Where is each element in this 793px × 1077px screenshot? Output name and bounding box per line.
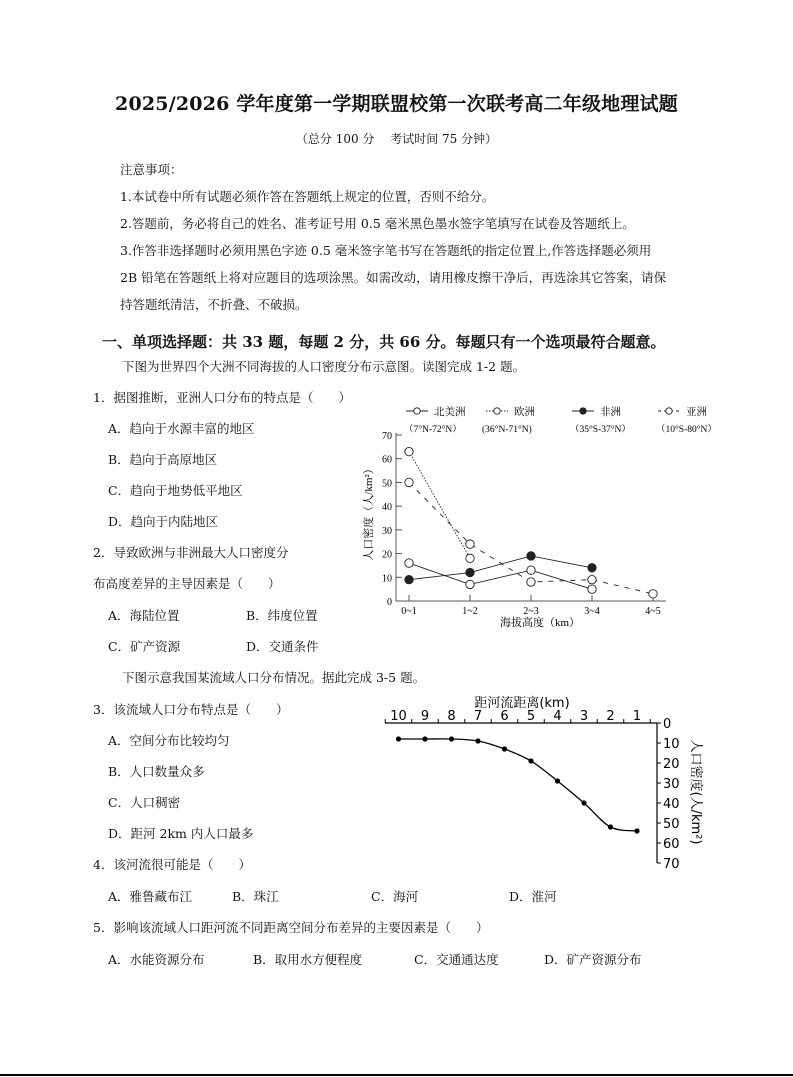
chart-legend bbox=[404, 405, 717, 435]
intro-text: 下图示意我国某流域人口分布情况。据此完成 3-5 题。 bbox=[122, 670, 426, 685]
legend-label: 非洲 bbox=[600, 407, 621, 418]
data-point bbox=[449, 736, 454, 741]
legend-entry bbox=[482, 405, 535, 435]
x-tick-label: 5 bbox=[526, 709, 536, 724]
data-point bbox=[396, 736, 401, 741]
section-heading: 一、单项选择题：共 33 题，每题 2 分，共 66 分。每题只有一个选项最符合题意。 bbox=[102, 333, 666, 351]
question-4-option-b[interactable]: B．珠江 bbox=[232, 889, 279, 904]
x-tick-label: 2~3 bbox=[523, 606, 539, 617]
series-line bbox=[399, 739, 638, 831]
x-tick-label: 3 bbox=[579, 709, 589, 724]
data-point bbox=[422, 736, 427, 741]
y-tick-label: 0 bbox=[387, 597, 392, 608]
y-tick-label: 70 bbox=[382, 431, 392, 442]
data-point bbox=[405, 478, 413, 486]
data-point bbox=[405, 559, 413, 567]
data-point bbox=[649, 590, 657, 598]
legend-range: （35°S-37°N） bbox=[570, 425, 631, 435]
legend-entry bbox=[570, 405, 631, 435]
x-tick-label: 3~4 bbox=[584, 606, 600, 617]
question-5-option-a[interactable]: A．水能资源分布 bbox=[108, 952, 205, 967]
intro-text: 下图为世界四个大洲不同海拔的人口密度分布示意图。读图完成 1-2 题。 bbox=[122, 359, 526, 374]
chart-series bbox=[405, 447, 657, 598]
x-tick-label: 7 bbox=[473, 709, 483, 724]
data-point bbox=[466, 568, 474, 576]
question-5-option-c[interactable]: C．交通通达度 bbox=[414, 952, 499, 967]
data-point bbox=[581, 800, 586, 805]
page-bottom-border bbox=[0, 1074, 793, 1076]
legend-label: 亚洲 bbox=[686, 407, 707, 418]
legend-label: 欧洲 bbox=[514, 407, 535, 418]
legend-range: （10°S-80°N） bbox=[656, 425, 717, 435]
x-tick-label: 4 bbox=[553, 709, 562, 724]
data-point bbox=[555, 778, 560, 783]
question-2-stem-cont: 布高度差异的主导因素是（ ） bbox=[93, 576, 281, 591]
y-tick-label: 50 bbox=[663, 817, 680, 832]
legend-range: (36°N-71°N) bbox=[482, 425, 532, 435]
question-3-option-d[interactable]: D．距河 2km 内人口最多 bbox=[108, 826, 254, 841]
x-tick-label: 9 bbox=[420, 709, 430, 724]
y-tick-label: 20 bbox=[663, 757, 680, 772]
exam-subtitle: （总分 100 分 考试时间 75 分钟） bbox=[295, 132, 498, 146]
x-tick-label: 6 bbox=[500, 709, 509, 724]
y-tick-label: 30 bbox=[382, 525, 392, 537]
notice-item: 2B 铅笔在答题纸上将对应题目的选项涂黑。如需改动，请用橡皮擦干净后，再选涂其它答案，请保 bbox=[120, 270, 667, 285]
question-2-option-b[interactable]: B．纬度位置 bbox=[246, 608, 318, 623]
notice-heading: 注意事项： bbox=[120, 162, 183, 177]
data-point bbox=[405, 575, 413, 583]
x-tick-label: 10 bbox=[390, 709, 407, 724]
question-5-option-d[interactable]: D．矿产资源分布 bbox=[544, 952, 642, 967]
data-point bbox=[527, 566, 535, 574]
y-axis-label: 人口密度(人/km²) bbox=[688, 739, 703, 845]
question-3-option-b[interactable]: B．人口数量众多 bbox=[108, 764, 205, 779]
notice-item: 2.答题前，务必将自己的姓名、准考证号用 0.5 毫米黑色墨水签字笔填写在试卷及答题纸上。 bbox=[120, 216, 635, 231]
data-point bbox=[528, 758, 533, 763]
y-tick-label: 40 bbox=[663, 797, 680, 812]
legend-marker bbox=[414, 408, 420, 414]
data-point bbox=[502, 746, 507, 751]
y-tick-label: 60 bbox=[663, 837, 680, 852]
x-tick-label: 4~5 bbox=[645, 606, 661, 617]
question-4-stem: 4．该河流很可能是（ ） bbox=[93, 857, 251, 872]
river-distance-density-chart bbox=[370, 688, 710, 878]
data-point bbox=[608, 824, 613, 829]
y-tick-label: 50 bbox=[382, 478, 392, 490]
chart-axes bbox=[382, 431, 666, 617]
y-axis-label: 人口密度（人/km²） bbox=[363, 463, 375, 561]
question-2-option-d[interactable]: D．交通条件 bbox=[246, 639, 319, 654]
notice-item: 3.作答非选择题时必须用黑色字迹 0.5 毫米签字笔书写在答题纸的指定位置上,作答选择题必须用 bbox=[120, 243, 652, 258]
data-point bbox=[405, 447, 413, 455]
y-tick-label: 40 bbox=[382, 502, 392, 514]
data-point bbox=[588, 564, 596, 572]
data-point bbox=[588, 585, 596, 593]
question-2-option-c[interactable]: C．矿产资源 bbox=[108, 639, 181, 654]
exam-title: 2025/2026 学年度第一学期联盟校第一次联考高二年级地理试题 bbox=[115, 93, 678, 115]
question-2-stem: 2．导致欧洲与非洲最大人口密度分 bbox=[93, 545, 289, 560]
elevation-density-chart bbox=[350, 400, 740, 640]
y-tick-label: 70 bbox=[663, 857, 680, 872]
data-point bbox=[466, 540, 474, 548]
question-2-option-a[interactable]: A．海陆位置 bbox=[108, 608, 180, 623]
question-5-stem: 5．影响该流域人口距河流不同距离空间分布差异的主要因素是（ ） bbox=[93, 920, 489, 935]
question-1-option-c[interactable]: C．趋向于地势低平地区 bbox=[108, 483, 243, 498]
x-axis-label: 距河流距离(km) bbox=[474, 696, 570, 711]
notice-item: 1.本试卷中所有试题必须作答在答题纸上规定的位置，否则不给分。 bbox=[120, 189, 495, 204]
x-tick-label: 1 bbox=[632, 709, 642, 724]
legend-label: 北美洲 bbox=[434, 407, 466, 418]
legend-entry bbox=[404, 405, 466, 435]
legend-marker bbox=[494, 408, 500, 414]
legend-range: （7°N-72°N） bbox=[404, 425, 462, 435]
question-1-stem: 1．据图推断，亚洲人口分布的特点是（ ） bbox=[93, 390, 351, 405]
series-line-1 bbox=[409, 452, 470, 559]
question-3-stem: 3．该流域人口分布特点是（ ） bbox=[93, 702, 289, 717]
y-tick-label: 30 bbox=[663, 777, 680, 792]
question-1-option-b[interactable]: B．趋向于高原地区 bbox=[108, 452, 218, 467]
x-axis-label: 海拔高度（km） bbox=[499, 617, 581, 629]
y-tick-label: 10 bbox=[663, 737, 680, 752]
x-tick-label: 1~2 bbox=[462, 606, 478, 617]
data-point bbox=[527, 578, 535, 586]
question-4-option-d[interactable]: D．淮河 bbox=[509, 889, 557, 904]
series-line-3 bbox=[409, 482, 653, 593]
question-3-option-a[interactable]: A．空间分布比较均匀 bbox=[108, 733, 230, 748]
notice-item: 持答题纸清洁，不折叠、不破损。 bbox=[120, 297, 308, 312]
x-tick-label: 0~1 bbox=[401, 606, 417, 617]
legend-entry bbox=[656, 405, 717, 435]
data-point bbox=[527, 552, 535, 560]
data-point bbox=[466, 554, 474, 562]
x-tick-label: 2 bbox=[606, 709, 615, 724]
question-5-option-b[interactable]: B．取用水方便程度 bbox=[253, 952, 363, 967]
legend-marker bbox=[666, 408, 672, 414]
data-point bbox=[475, 738, 480, 743]
x-tick-label: 8 bbox=[447, 709, 456, 724]
question-4-option-a[interactable]: A．雅鲁藏布江 bbox=[108, 889, 193, 904]
data-point bbox=[466, 580, 474, 588]
question-3-option-c[interactable]: C．人口稠密 bbox=[108, 795, 181, 810]
legend-marker bbox=[580, 408, 586, 414]
y-tick-label: 60 bbox=[382, 454, 392, 466]
data-point bbox=[588, 575, 596, 583]
y-tick-label: 20 bbox=[382, 549, 392, 561]
chart-series bbox=[396, 736, 640, 833]
chart-axes bbox=[385, 709, 680, 872]
question-1-option-d[interactable]: D．趋向于内陆地区 bbox=[108, 514, 219, 529]
question-4-option-c[interactable]: C．海河 bbox=[371, 889, 419, 904]
data-point bbox=[634, 828, 639, 833]
y-tick-label: 0 bbox=[663, 717, 672, 732]
question-1-option-a[interactable]: A．趋向于水源丰富的地区 bbox=[108, 421, 255, 436]
y-tick-label: 10 bbox=[382, 573, 392, 585]
series-line-2 bbox=[409, 556, 592, 580]
